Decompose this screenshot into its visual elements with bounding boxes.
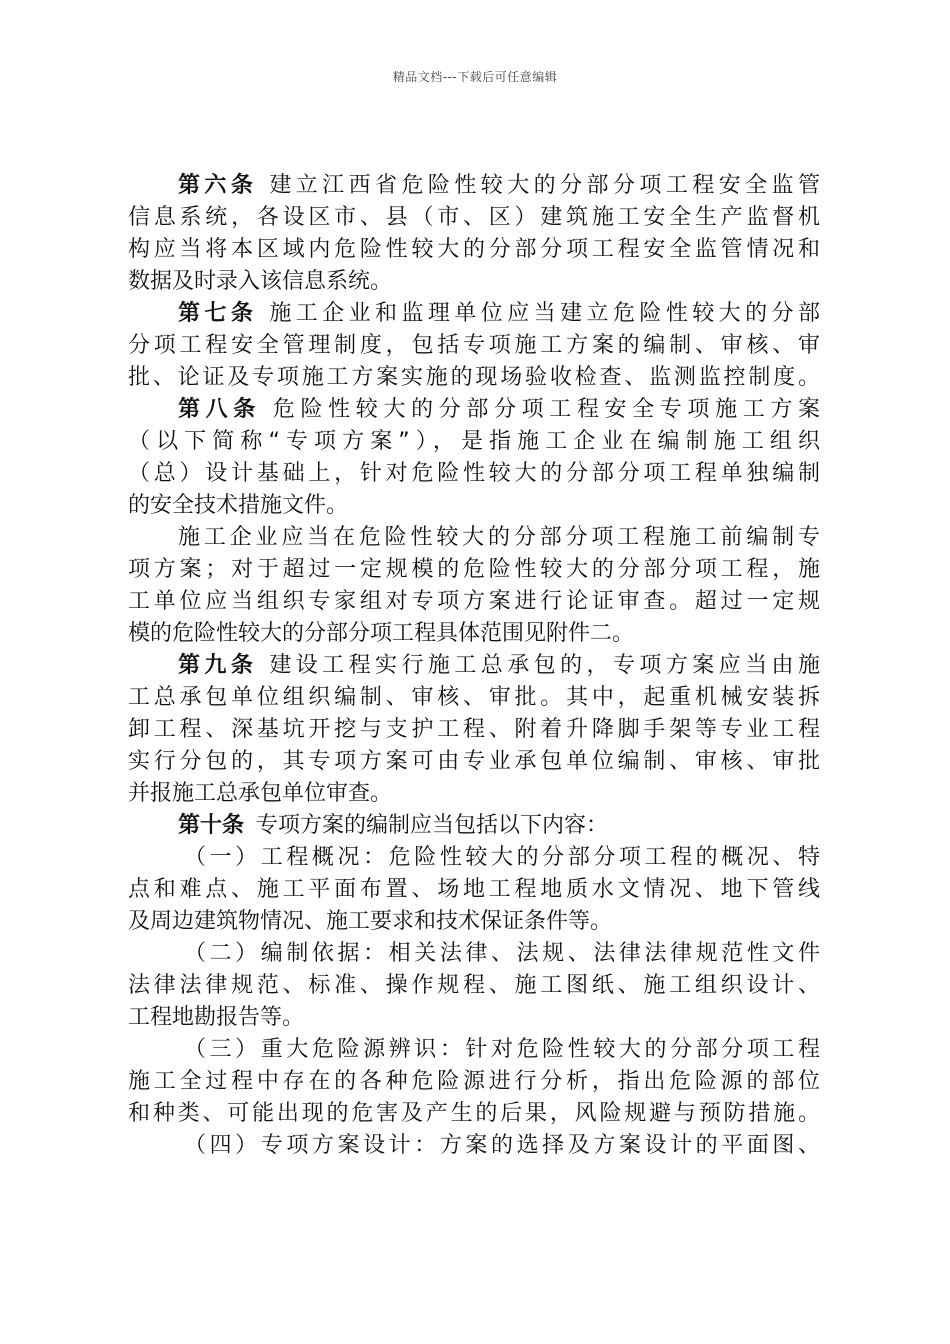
text-line: 项方案；对于超过一定规模的危险性较大的分部分项工程，施 [128,557,820,582]
text-line: 模的危险性较大的分部分项工程具体范围见附件二。 [128,621,635,646]
text-line: 法律法律规范、标准、操作规程、施工图纸、施工组织设计、 [128,973,820,998]
text-line: 工总承包单位组织编制、审核、审批。其中，起重机械安装拆 [128,685,820,710]
text-line: 构应当将本区域内危险性较大的分部分项工程安全监管情况和 [128,237,820,262]
document-body [128,170,820,1162]
text-line: 和种类、可能出现的危害及产生的后果，风险规避与预防措施。 [128,1101,820,1126]
article-number: 第六条 [178,173,258,198]
article-number: 第七条 [178,301,258,326]
line-text: 建设工程实行施工总承包的，专项方案应当由施 [269,653,820,678]
text-line: 施工全过程中存在的各种危险源进行分析，指出危险源的部位 [128,1069,820,1094]
text-line: 卸工程、深基坑开挖与支护工程、附着升降脚手架等专业工程 [128,717,820,742]
text-line: （二）编制依据：相关法律、法规、法律法律规范性文件 [184,941,820,966]
text-line: （四）专项方案设计：方案的选择及方案设计的平面图、 [184,1133,820,1158]
text-line: （一）工程概况：危险性较大的分部分项工程的概况、特 [184,845,820,870]
text-line [128,170,820,202]
text-line: 批、论证及专项施工方案实施的现场验收检查、监测监控制度。 [128,365,820,390]
text-line: 及周边建筑物情况、施工要求和技术保证条件等。 [128,909,613,934]
text-line: 的安全技术措施文件。 [128,493,349,518]
text-line: 施工企业应当在危险性较大的分部分项工程施工前编制专 [178,525,820,550]
line-text: 危险性较大的分部分项工程安全专项施工方案 [272,397,820,422]
article-number: 第八条 [178,397,261,422]
text-line: 工单位应当组织专家组对专项方案进行论证审查。超过一定规 [128,589,820,614]
text-line: 实行分包的，其专项方案可由专业承包单位编制、审核、审批 [128,749,820,774]
text-line [128,394,820,426]
line-text: 专项方案的编制应当包括以下内容： [256,813,609,838]
text-line: 分项工程安全管理制度，包括专项施工方案的编制、审核、审 [128,333,820,358]
text-line: 点和难点、施工平面布置、场地工程地质水文情况、地下管线 [128,877,820,902]
line-text: 建立江西省危险性较大的分部分项工程安全监管 [269,173,820,198]
line-text: 施工企业和监理单位应当建立危险性较大的分部 [269,301,820,326]
text-line: （总）设计基础上，针对危险性较大的分部分项工程单独编制 [128,461,820,486]
page-header: 精品文档---下载后可任意编辑 [392,70,558,84]
text-line: 信息系统，各设区市、县（市、区）建筑施工安全生产监督机 [128,205,820,230]
article-number: 第十条 [178,813,245,838]
text-line: （三）重大危险源辨识：针对危险性较大的分部分项工程 [184,1037,820,1062]
article-number: 第九条 [178,653,258,678]
text-line [128,650,820,682]
text-line: （以下简称“专项方案”），是指施工企业在编制施工组织 [128,429,820,454]
text-line [128,810,820,842]
text-line [128,298,820,330]
text-line: 工程地勘报告等。 [128,1005,305,1030]
text-line: 并报施工总承包单位审查。 [128,781,393,806]
text-line: 数据及时录入该信息系统。 [128,269,393,294]
